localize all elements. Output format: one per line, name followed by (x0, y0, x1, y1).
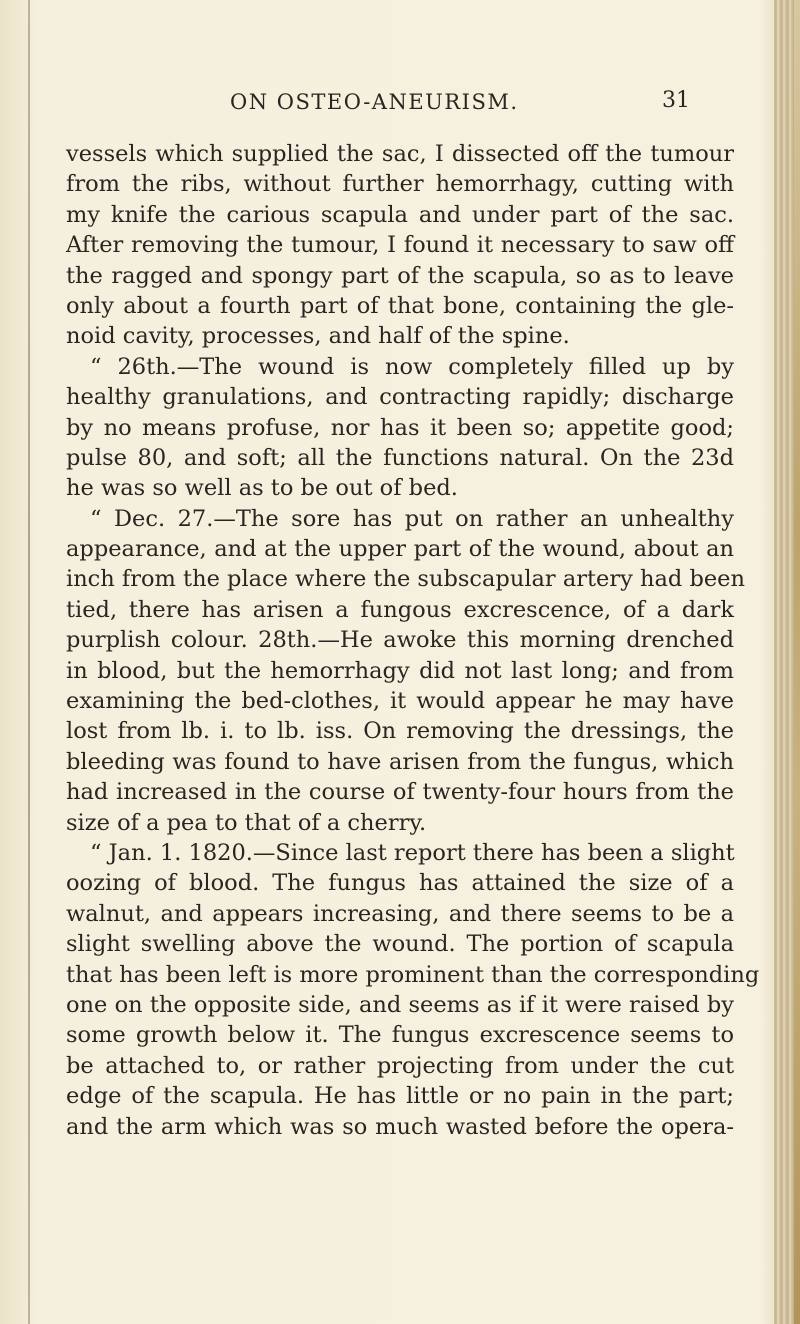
text-line: examining the bed-clothes, it would appear he may have (66, 688, 734, 715)
text-line: “ Jan. 1. 1820.—Since last report there has been a slight (90, 839, 735, 866)
body-text (66, 139, 760, 1142)
text-line: from the ribs, without further hemorrhagy, cutting with (66, 171, 734, 198)
text-line: oozing of blood. The fungus has attained the size of a (66, 870, 734, 897)
text-line: in blood, but the hemorrhagy did not last long; and from (66, 657, 734, 684)
text-line: appearance, and at the upper part of the wound, about an (66, 536, 734, 563)
text-line: only about a fourth part of that bone, containing the gle- (66, 292, 734, 319)
text-line: edge of the scapula. He has little or no pain in the part; (66, 1083, 734, 1110)
text-line: vessels which supplied the sac, I dissected off the tumour (66, 141, 734, 167)
text-line: bleeding was found to have arisen from the fungus, which (66, 748, 734, 775)
text-line: slight swelling above the wound. The portion of scapula (66, 931, 734, 958)
text-line: had increased in the course of twenty-four hours from the (66, 779, 734, 806)
text-line: noid cavity, processes, and half of the spine. (66, 323, 570, 350)
text-line: some growth below it. The fungus excrescence seems to (66, 1022, 734, 1049)
page-header (190, 90, 690, 124)
text-line: “ Dec. 27.—The sore has put on rather an unhealthy (90, 505, 734, 532)
text-line: one on the opposite side, and seems as if it were raised by (66, 991, 734, 1018)
text-line: inch from the place where the subscapular artery had been (66, 566, 745, 593)
text-line: healthy granulations, and contracting rapidly; discharge (66, 384, 734, 411)
page-number: 31 (662, 88, 690, 113)
page-fore-edge (774, 0, 800, 1324)
text-line: purplish colour. 28th.—He awoke this morning drenched (66, 627, 734, 654)
text-line: be attached to, or rather projecting from under the cut (66, 1052, 734, 1079)
text-line: my knife the carious scapula and under part of the sac. (66, 201, 734, 228)
text-line: “ 26th.—The wound is now completely filled up by (90, 353, 734, 380)
text-line: and the arm which was so much wasted before the opera- (66, 1113, 734, 1140)
text-line: the ragged and spongy part of the scapula, so as to leave (66, 262, 734, 289)
text-line: walnut, and appears increasing, and there seems to be a (66, 900, 734, 927)
running-title: ON OSTEO-ANEURISM. (230, 90, 519, 114)
text-line: After removing the tumour, I found it necessary to saw off (66, 232, 734, 259)
text-line: tied, there has arisen a fungous excrescence, of a dark (66, 596, 734, 623)
text-line: lost from lb. i. to lb. iss. On removing the dressings, the (66, 718, 734, 745)
text-line: pulse 80, and soft; all the functions natural. On the 23d (66, 444, 734, 471)
text-line: he was so well as to be out of bed. (66, 475, 458, 502)
text-line: by no means profuse, nor has it been so; appetite good; (66, 414, 734, 441)
text-line: that has been left is more prominent than the corresponding (66, 961, 760, 988)
text-line: size of a pea to that of a cherry. (66, 809, 427, 836)
page-gutter-edge (28, 0, 30, 1324)
